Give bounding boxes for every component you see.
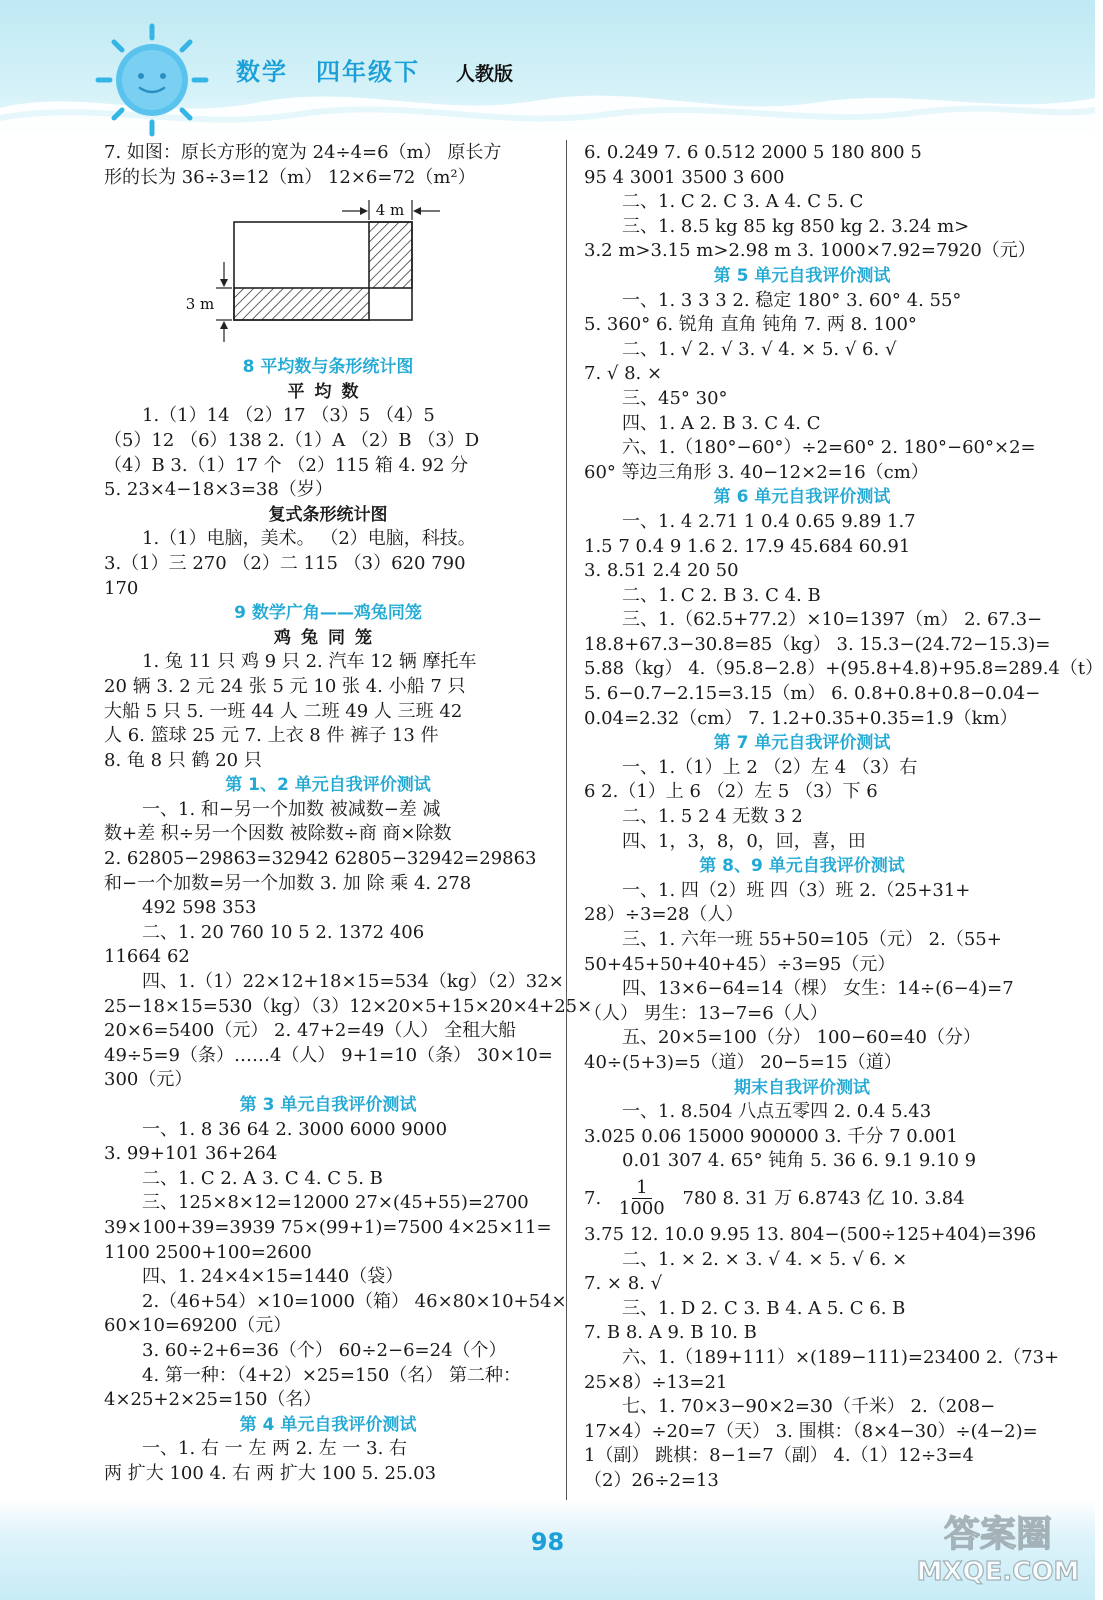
answer-line: 20×6=5400（元） 2. 47+2=49（人） 全租大船 bbox=[104, 1020, 517, 1042]
answer-line: 一、1. 8 36 64 2. 3000 6000 9000 bbox=[142, 1118, 448, 1140]
answer-line: 39×100+39=3939 75×(99+1)=7500 4×25×11= bbox=[104, 1216, 552, 1238]
answer-line: 二、1. 20 760 10 5 2. 1372 406 bbox=[142, 921, 425, 943]
header-edition: 人教版 bbox=[456, 63, 514, 85]
header-grade: 四年级下 bbox=[316, 58, 420, 86]
bottom-hatched-strip bbox=[234, 288, 369, 320]
section-title: 第 3 单元自我评价测试 bbox=[239, 1095, 417, 1115]
answer-line: 60° 等边三角形 3. 40−12×2=16（cm） bbox=[584, 461, 929, 483]
answer-line: 四、1. A 2. B 3. C 4. C bbox=[622, 412, 821, 434]
answer-line: 40÷(5+3)=5（道） 20−5=15（道） bbox=[584, 1051, 902, 1073]
answer-number: 7. bbox=[584, 1187, 602, 1209]
answer-line: 28）÷3=28（人） bbox=[584, 904, 744, 926]
answer-line: 18.8+67.3−30.8=85（kg） 3. 15.3−(24.72−15.3)= bbox=[584, 633, 1051, 655]
answer-line: 形的长为 36÷3=12（m） 12×6=72（m²） bbox=[104, 166, 476, 188]
section-title: 第 4 单元自我评价测试 bbox=[239, 1414, 417, 1435]
answer-line: 一、1.（1）上 2 （2）左 4 （3）右 bbox=[622, 756, 918, 778]
answer-line: 4×25+2×25=150（名） bbox=[104, 1389, 322, 1411]
answer-line: 3. 60÷2+6=36（个） 60÷2−6=24（个） bbox=[142, 1339, 507, 1361]
answer-line: 95 4 3001 3500 3 600 bbox=[584, 166, 785, 188]
answer-line: 5. 6−0.7−2.15=3.15（m） 6. 0.8+0.8+0.8−0.04− bbox=[584, 683, 1041, 705]
answer-line: 二、1. C 2. C 3. A 4. C 5. C bbox=[622, 191, 864, 213]
answer-line: 二、1. 5 2 4 无数 3 2 bbox=[622, 806, 803, 828]
answer-line: 0.04=2.32（cm） 7. 1.2+0.35+0.35=1.9（km） bbox=[584, 707, 1018, 729]
answer-line: （2）26÷2=13 bbox=[584, 1469, 719, 1491]
right-column bbox=[584, 141, 1103, 1493]
answer-line: 3.025 0.06 15000 900000 3. 千分 7 0.001 bbox=[584, 1125, 958, 1147]
right-hatched-strip bbox=[369, 222, 412, 288]
answer-line: 三、1. D 2. C 3. B 4. A 5. C 6. B bbox=[622, 1297, 906, 1319]
answer-line-fraction bbox=[584, 1174, 1020, 1223]
answer-line: 三、1. 六年一班 55+50=105（元） 2.（55+ bbox=[622, 929, 1002, 950]
section-title: 第 1、2 单元自我评价测试 bbox=[225, 775, 431, 796]
answer-line: 七、1. 70×3−90×2=30（千米） 2.（208− bbox=[622, 1396, 996, 1418]
answer-line: 7. × 8. √ bbox=[584, 1273, 663, 1295]
answer-line: 六、1.（180°−60°）÷2=60° 2. 180°−60°×2= bbox=[622, 437, 1036, 459]
header-subject: 数学 bbox=[236, 58, 288, 86]
answer-line: 7. √ 8. × bbox=[584, 363, 663, 385]
answer-line: 50+45+50+40+45）÷3=95（元） bbox=[584, 953, 896, 975]
section-title: 9 数学广角——鸡兔同笼 bbox=[234, 603, 422, 624]
fraction bbox=[615, 1178, 669, 1219]
answer-line: 一、1. 右 一 左 两 2. 左 一 3. 右 bbox=[142, 1438, 408, 1460]
answer-line: 20 辆 3. 2 元 24 张 5 元 10 张 4. 小船 7 只 bbox=[104, 675, 466, 697]
answer-line: 3. 8.51 2.4 20 50 bbox=[584, 560, 739, 582]
answer-line: （5）12 （6）138 2.（1）A （2）B （3）D bbox=[104, 429, 480, 451]
answer-line: 2.（46+54）×10=1000（箱） 46×80×10+54× bbox=[142, 1290, 567, 1312]
answer-line: 1100 2500+100=2600 bbox=[104, 1241, 312, 1263]
answer-line: 25−18×15=530（kg）（3）12×20×5+15×20×4+25× bbox=[104, 995, 593, 1017]
answer-line: 四、1.（1）22×12+18×15=534（kg）（2）32× bbox=[142, 971, 564, 993]
section-title: 第 8、9 单元自我评价测试 bbox=[699, 856, 905, 877]
answer-line: 三、125×8×12=12000 27×(45+55)=2700 bbox=[142, 1192, 529, 1214]
answer-line: 三、45° 30° bbox=[622, 387, 728, 409]
answer-line: 二、1. C 2. B 3. C 4. B bbox=[622, 584, 821, 606]
subsection-title: 鸡兔同笼 bbox=[274, 627, 382, 648]
left-column bbox=[104, 141, 593, 1487]
sun-icon bbox=[92, 20, 212, 140]
answer-line: 60×10=69200（元） bbox=[104, 1315, 292, 1337]
subsection-title: 平均数 bbox=[287, 381, 369, 402]
page-number: 98 bbox=[530, 1528, 565, 1556]
answer-line: 8. 龟 8 只 鹤 20 只 bbox=[104, 749, 262, 771]
answer-line: 3.2 m>3.15 m>2.98 m 3. 1000×7.92=7920（元） bbox=[584, 240, 1036, 262]
answer-line: 一、1. 3 3 3 2. 稳定 180° 3. 60° 4. 55° bbox=[622, 289, 962, 311]
answer-line: 一、1. 和−另一个加数 被减数−差 减 bbox=[142, 798, 441, 820]
fraction-denominator: 1000 bbox=[618, 1198, 665, 1220]
answer-line: 人 6. 篮球 25 元 7. 上衣 8 件 裤子 13 件 bbox=[104, 725, 439, 747]
answer-line: 3.（1）三 270 （2）二 115 （3）620 790 bbox=[104, 552, 466, 574]
answer-line: 492 598 353 bbox=[142, 897, 257, 919]
dimension-top-label: 4 m bbox=[375, 201, 405, 220]
answer-line: 数+差 积÷另一个因数 被除数÷商 商×除数 bbox=[104, 823, 452, 845]
answer-line: 六、1.（189+111）×(189−111)=23400 2.（73+ bbox=[622, 1346, 1060, 1368]
answer-text: 780 8. 31 万 6.8743 亿 10. 3.84 bbox=[682, 1187, 965, 1209]
answer-line: 5.88（kg） 4.（95.8−2.8）+(95.8+4.8)+95.8=289.4（t） bbox=[584, 658, 1103, 680]
section-title: 8 平均数与条形统计图 bbox=[242, 357, 414, 378]
header-title bbox=[236, 52, 513, 87]
answer-line: 2. 62805−29863=32942 62805−32942=29863 bbox=[104, 848, 537, 870]
answer-line: 五、20×5=100（分） 100−60=40（分） bbox=[622, 1027, 981, 1049]
answer-line: 二、1. √ 2. √ 3. √ 4. × 5. √ 6. √ bbox=[622, 338, 897, 360]
answer-line: 6 2.（1）上 6 （2）左 5 （3）下 6 bbox=[584, 781, 878, 803]
answer-line: （4）B 3.（1）17 个 （2）115 箱 4. 92 分 bbox=[104, 454, 469, 476]
answer-line: 49÷5=9（条）……4（人） 9+1=10（条） 30×10= bbox=[104, 1044, 553, 1066]
answer-line: 和−一个加数=另一个加数 3. 加 除 乘 4. 278 bbox=[104, 872, 472, 894]
answer-line: 两 扩大 100 4. 右 两 扩大 100 5. 25.03 bbox=[104, 1462, 437, 1484]
answer-line: 0.01 307 4. 65° 钝角 5. 36 6. 9.1 9.10 9 bbox=[622, 1150, 977, 1172]
header-band bbox=[0, 0, 1095, 135]
answer-line: 7. 如图：原长方形的宽为 24÷4=6（m） 原长方 bbox=[104, 142, 502, 163]
fraction-numerator: 1 bbox=[632, 1178, 651, 1199]
answer-line: 11664 62 bbox=[104, 946, 190, 968]
watermark-text: 答案圈 MXQE.COM bbox=[916, 1514, 1080, 1587]
answer-line: （人） 男生：13−7=6（人） bbox=[584, 1002, 828, 1024]
answer-line: 四、1. 24×4×15=1440（袋） bbox=[142, 1266, 404, 1288]
answer-line: 5. 360° 6. 锐角 直角 钝角 7. 两 8. 100° bbox=[584, 314, 917, 336]
answer-line: 大船 5 只 5. 一班 44 人 二班 49 人 三班 42 bbox=[104, 700, 463, 722]
section-title: 期末自我评价测试 bbox=[734, 1077, 870, 1098]
answer-line: 1. 兔 11 只 鸡 9 只 2. 汽车 12 辆 摩托车 bbox=[142, 651, 477, 673]
answer-line: 25×8）÷13=21 bbox=[584, 1371, 728, 1393]
answer-line: 300（元） bbox=[104, 1069, 193, 1091]
answer-line: 二、1. × 2. × 3. √ 4. × 5. √ 6. × bbox=[622, 1248, 908, 1270]
section-title: 第 6 单元自我评价测试 bbox=[713, 487, 891, 508]
answer-line: 3.75 12. 10.0 9.95 13. 804−(500÷125+404)=396 bbox=[584, 1223, 1037, 1245]
section-title: 第 5 单元自我评价测试 bbox=[713, 265, 891, 286]
answer-line: 一、1. 8.504 八点五零四 2. 0.4 5.43 bbox=[622, 1101, 932, 1123]
answer-line: 1.5 7 0.4 9 1.6 2. 17.9 45.684 60.91 bbox=[584, 535, 911, 557]
answer-line: 二、1. C 2. A 3. C 4. C 5. B bbox=[142, 1167, 383, 1189]
answer-line: 170 bbox=[104, 577, 139, 599]
answer-line: 1（副） 跳棋：8−1=7（副） 4.（1）12÷3=4 bbox=[584, 1445, 975, 1467]
answer-line: 四、1，3，8，0，回，喜，田 bbox=[622, 830, 866, 852]
section-title: 第 7 单元自我评价测试 bbox=[713, 733, 891, 754]
answer-line: 5. 23×4−18×3=38（岁） bbox=[104, 479, 333, 501]
answer-line: 17×4）÷20=7（天） 3. 围棋：（8×4−30）÷(4−2)= bbox=[584, 1420, 1038, 1442]
answer-line: 三、1. 8.5 kg 85 kg 850 kg 2. 3.24 m> bbox=[622, 215, 970, 237]
answer-line: 一、1. 4 2.71 1 0.4 0.65 9.89 1.7 bbox=[622, 510, 916, 532]
dimension-left-label: 3 m bbox=[185, 295, 215, 314]
answer-line: 1.（1）电脑，美术。 （2）电脑，科技。 bbox=[142, 528, 476, 550]
answer-line: 4. 第一种：（4+2）×25=150（名） 第二种： bbox=[142, 1364, 522, 1386]
answer-line: 四、13×6−64=14（棵） 女生：14÷(6−4)=7 bbox=[622, 978, 1014, 1000]
answer-line: 6. 0.249 7. 6 0.512 2000 5 180 800 5 bbox=[584, 142, 922, 163]
answer-line: 一、1. 四（2）班 四（3）班 2.（25+31+ bbox=[622, 879, 971, 901]
answer-line: 1.（1）14 （2）17 （3）5 （4）5 bbox=[142, 405, 435, 427]
answer-line: 三、1.（62.5+77.2）×10=1397（m） 2. 67.3− bbox=[622, 609, 1043, 631]
answer-line: 3. 99+101 36+264 bbox=[104, 1143, 278, 1165]
watermark-logo bbox=[908, 1508, 1088, 1596]
answer-line: 7. B 8. A 9. B 10. B bbox=[584, 1322, 757, 1344]
rectangle-diagram bbox=[104, 190, 552, 355]
subsection-title: 复式条形统计图 bbox=[268, 504, 388, 525]
